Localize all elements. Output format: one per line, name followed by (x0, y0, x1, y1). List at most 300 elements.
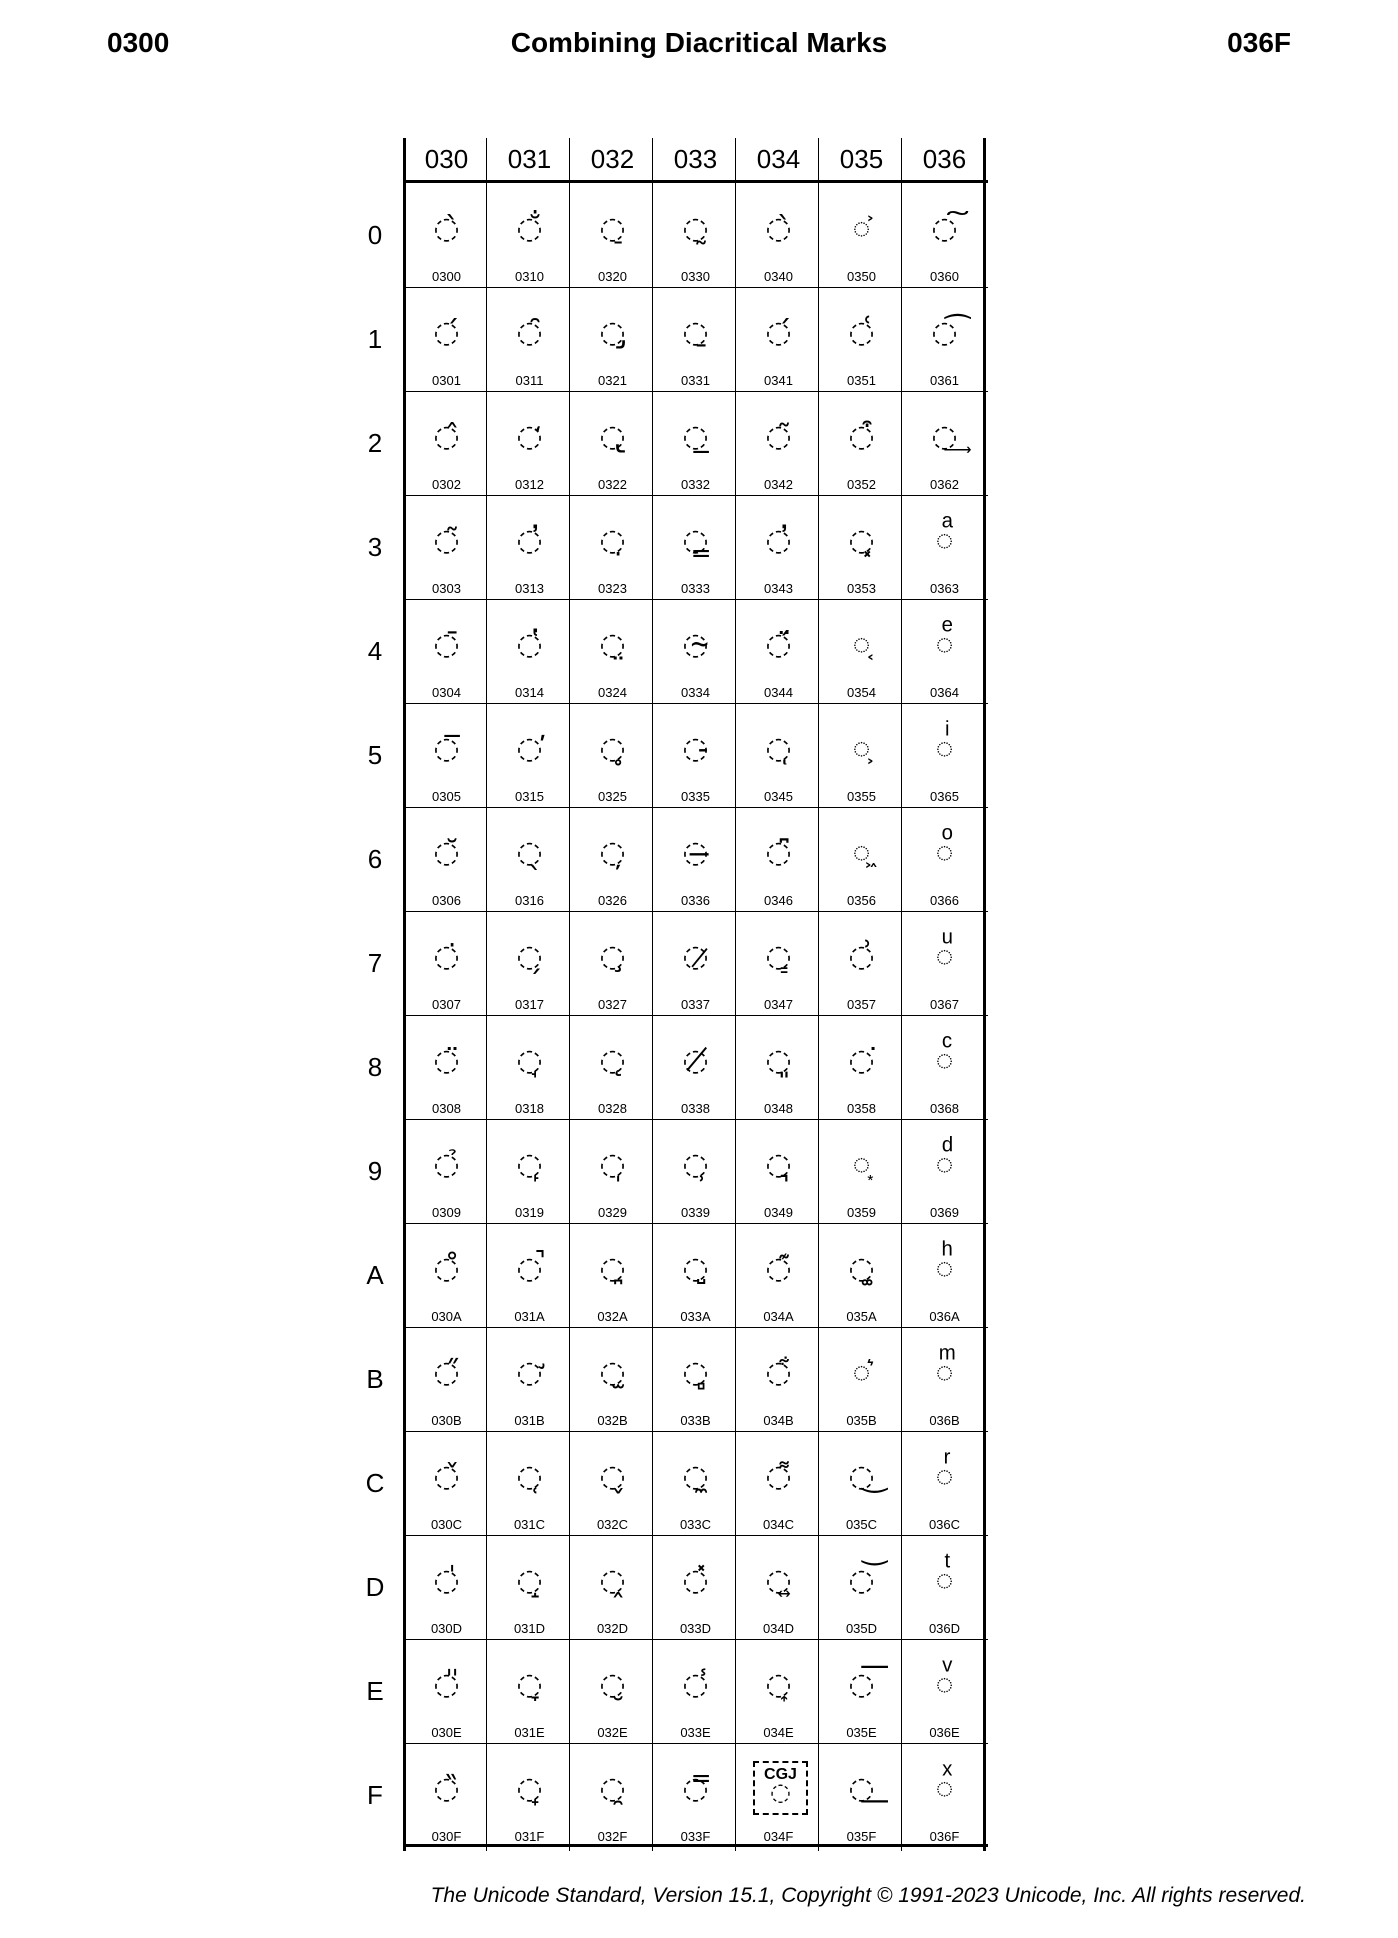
code-point-label: 0361 (930, 373, 959, 388)
combining-mark-glyph: ◌̊ (433, 1251, 460, 1286)
character-cell (654, 1327, 737, 1431)
character-cell (820, 287, 903, 391)
combining-mark-glyph: ◌͛ (852, 1355, 871, 1390)
combining-mark-glyph: ◌̩ (599, 1147, 626, 1182)
character-cell (405, 1327, 488, 1431)
combining-mark-glyph: ◌͎ (765, 1667, 792, 1702)
row-label: C (365, 1468, 385, 1498)
character-cell (903, 1743, 986, 1847)
character-cell (737, 391, 820, 495)
character-cell (820, 1015, 903, 1119)
code-point-label: 0322 (598, 477, 627, 492)
code-point-label: 035F (846, 1829, 877, 1844)
code-point-label: 0343 (764, 581, 793, 596)
character-cell (571, 1639, 654, 1743)
character-cell (654, 599, 737, 703)
code-point-label: 0317 (515, 997, 544, 1012)
code-point-label: 033E (680, 1725, 711, 1740)
code-point-label: 031A (514, 1309, 545, 1324)
code-point-label: 035D (845, 1621, 878, 1636)
code-point-label: 034D (762, 1621, 795, 1636)
combining-mark-glyph: ◌̾ (682, 1667, 709, 1702)
combining-mark-glyph: ◌̓ (516, 523, 543, 558)
combining-mark-glyph: ◌̏ (433, 1771, 460, 1806)
character-cell (488, 599, 571, 703)
code-point-label: 0332 (681, 477, 710, 492)
code-point-label: 030C (430, 1517, 463, 1532)
combining-mark-glyph: ◌̂ (433, 419, 460, 454)
code-point-label: 0306 (432, 893, 461, 908)
character-cell (488, 1535, 571, 1639)
code-point-label: 0337 (681, 997, 710, 1012)
character-cell (903, 391, 986, 495)
code-point-label: 0318 (515, 1101, 544, 1116)
row-label: 9 (367, 1156, 383, 1186)
combining-mark-glyph: ◌͕ (852, 731, 871, 766)
character-cell (405, 1119, 488, 1223)
code-point-label: 0347 (764, 997, 793, 1012)
row-label: 8 (367, 1052, 383, 1082)
row-label: 6 (367, 844, 383, 874)
character-cell (488, 495, 571, 599)
code-point-label: 033C (679, 1517, 712, 1532)
code-point-label: 0365 (930, 789, 959, 804)
code-point-label: 031D (513, 1621, 546, 1636)
column-header: 031 (507, 144, 552, 174)
code-point-label: 031C (513, 1517, 546, 1532)
combining-mark-glyph: ◌̈ (433, 1043, 460, 1078)
combining-mark-glyph: ◌̯ (599, 1771, 626, 1806)
character-cell (820, 495, 903, 599)
code-point-label: 0320 (598, 269, 627, 284)
character-cell (488, 391, 571, 495)
code-point-label: 0338 (681, 1101, 710, 1116)
code-point-label: 0368 (930, 1101, 959, 1116)
row-label: 0 (367, 220, 383, 250)
combining-mark-glyph: ◌̼ (682, 1459, 709, 1494)
combining-mark-glyph: ◌̛ (516, 1355, 543, 1390)
character-cell (488, 703, 571, 807)
combining-mark-glyph: ◌̚ (516, 1251, 543, 1286)
combining-mark-glyph: ◌ͩ (935, 1147, 954, 1182)
combining-mark-glyph: ◌̸ (682, 1043, 709, 1078)
combining-mark-glyph: ◌̍ (433, 1563, 460, 1598)
row-label: 2 (367, 428, 383, 458)
code-point-label: 033B (680, 1413, 711, 1428)
combining-mark-glyph: ◌̐ (516, 211, 543, 246)
combining-mark-glyph: ◌͆ (765, 835, 792, 870)
combining-mark-glyph: ◌ͥ (935, 731, 954, 766)
combining-mark-glyph: ◌͈ (765, 1043, 792, 1078)
character-cell (737, 1431, 820, 1535)
character-cell (405, 911, 488, 1015)
combining-mark-glyph: ◌̓ (765, 523, 792, 558)
combining-mark-glyph: ◌́ (433, 315, 460, 350)
code-point-label: 030E (431, 1725, 462, 1740)
combining-mark-glyph: ◌̻ (682, 1355, 709, 1390)
character-cell (820, 1743, 903, 1847)
character-cell (903, 287, 986, 391)
character-cell (488, 1223, 571, 1327)
code-point-label: 032B (597, 1413, 628, 1428)
row-label: A (366, 1260, 384, 1290)
column-header: 030 (424, 144, 469, 174)
combining-mark-glyph: ◌ͨ (935, 1043, 954, 1078)
character-cell (903, 911, 986, 1015)
code-point-label: 0310 (515, 269, 544, 284)
code-point-label: 032D (596, 1621, 629, 1636)
combining-mark-glyph: ◌ͅ (765, 731, 792, 766)
combining-mark-glyph: ◌̦ (599, 835, 626, 870)
code-point-label: 034F (763, 1829, 794, 1844)
code-point-label: 0300 (432, 269, 461, 284)
character-cell (737, 703, 820, 807)
code-point-label: 034A (763, 1309, 794, 1324)
combining-mark-glyph: ◌̉ (433, 1147, 460, 1182)
code-point-label: 032C (596, 1517, 629, 1532)
character-cell (571, 1223, 654, 1327)
character-cell (820, 1223, 903, 1327)
code-point-label: 0367 (930, 997, 959, 1012)
combining-mark-glyph: ◌ͬ (935, 1459, 954, 1494)
character-cell (654, 1015, 737, 1119)
character-cell (571, 599, 654, 703)
code-point-label: 032A (597, 1309, 628, 1324)
row-label: F (367, 1780, 383, 1810)
row-label: E (366, 1676, 384, 1706)
combining-mark-glyph: ◌̈́ (765, 627, 792, 662)
combining-mark-glyph: ◌͑ (848, 315, 875, 350)
code-point-label: 0335 (681, 789, 710, 804)
character-cell (820, 183, 903, 287)
code-point-label: 0369 (930, 1205, 959, 1220)
combining-mark-glyph: ◌͉ (765, 1147, 792, 1182)
combining-mark-glyph: ◌̝ (516, 1563, 543, 1598)
cgj-dashed-box (753, 1761, 808, 1815)
character-cell (571, 807, 654, 911)
code-point-label: 0358 (847, 1101, 876, 1116)
combining-mark-glyph: ◌͔ (852, 627, 871, 662)
character-cell (820, 1327, 903, 1431)
character-cell (488, 911, 571, 1015)
code-point-label: 036B (929, 1413, 960, 1428)
character-cell (820, 1431, 903, 1535)
row-label: 7 (367, 948, 383, 978)
character-cell (571, 1015, 654, 1119)
code-point-label: 034E (763, 1725, 794, 1740)
code-point-label: 0321 (598, 373, 627, 388)
combining-mark-glyph: ◌̴ (682, 627, 709, 662)
combining-mark-glyph: ◌̙ (516, 1147, 543, 1182)
code-point-label: 0339 (681, 1205, 710, 1220)
character-cell (571, 1327, 654, 1431)
code-point-label: 035C (845, 1517, 878, 1532)
combining-mark-glyph: ◌̲ (682, 419, 709, 454)
character-cell (737, 807, 820, 911)
character-cell (737, 287, 820, 391)
combining-mark-glyph: ◌ͯ (935, 1771, 954, 1806)
combining-mark-glyph: ◌ͭ (935, 1563, 954, 1598)
row-label: 1 (367, 324, 383, 354)
combining-mark-glyph: ◌̔ (516, 627, 543, 662)
code-point-label: 0354 (847, 685, 876, 700)
combining-mark-glyph: ◌͞ (848, 1667, 875, 1702)
character-cell (903, 183, 986, 287)
character-cell (488, 1431, 571, 1535)
combining-mark-glyph: ◌̒ (516, 419, 543, 454)
combining-mark-glyph: ◌͢ (931, 419, 958, 454)
code-point-label: 0327 (598, 997, 627, 1012)
code-point-label: 030F (431, 1829, 462, 1844)
code-point-label: 0359 (847, 1205, 876, 1220)
combining-mark-glyph: ◌́ (765, 315, 792, 350)
combining-mark-glyph: ◌ͦ (935, 835, 954, 870)
combining-mark-glyph: ◌̘ (516, 1043, 543, 1078)
combining-mark-glyph: ◌̅ (433, 731, 460, 766)
code-point-label: 0307 (432, 997, 461, 1012)
combining-mark-glyph: ◌͒ (848, 419, 875, 454)
combining-mark-glyph: ◌͊ (765, 1251, 792, 1286)
code-point-label: 033D (679, 1621, 712, 1636)
code-point-label: 0349 (764, 1205, 793, 1220)
code-point-label: 0309 (432, 1205, 461, 1220)
code-point-label: 0353 (847, 581, 876, 596)
character-cell (737, 599, 820, 703)
code-point-label: 033A (680, 1309, 711, 1324)
character-cell (903, 1431, 986, 1535)
code-point-label: 0356 (847, 893, 876, 908)
character-cell (571, 287, 654, 391)
character-cell (405, 1223, 488, 1327)
combining-mark-glyph: ◌̰ (682, 211, 709, 246)
code-point-label: 0346 (764, 893, 793, 908)
character-cell (820, 1535, 903, 1639)
column-header: 033 (673, 144, 718, 174)
combining-mark-glyph: ◌̑ (516, 315, 543, 350)
character-cell (571, 1431, 654, 1535)
code-point-label: 036C (928, 1517, 961, 1532)
combining-mark-glyph: ◌̬ (599, 1459, 626, 1494)
combining-mark-glyph: ◌̵ (682, 731, 709, 766)
character-cell (737, 1223, 820, 1327)
character-cell (405, 807, 488, 911)
combining-mark-glyph: ◌͟ (848, 1771, 875, 1806)
character-cell (654, 287, 737, 391)
code-point-label: 0325 (598, 789, 627, 804)
combining-mark-glyph: ◌͡ (931, 315, 958, 350)
combining-mark-glyph: ◌͓ (848, 523, 875, 558)
code-point-label: 0360 (930, 269, 959, 284)
character-cell (405, 1535, 488, 1639)
code-point-label: 0314 (515, 685, 544, 700)
code-point-label: 0344 (764, 685, 793, 700)
character-cell (737, 1119, 820, 1223)
character-cell (654, 1743, 737, 1847)
code-point-label: 0316 (515, 893, 544, 908)
character-cell (737, 1327, 820, 1431)
code-point-label: 036D (928, 1621, 961, 1636)
character-cell (571, 1743, 654, 1847)
code-point-label: 036E (929, 1725, 960, 1740)
combining-mark-glyph: ◌͗ (848, 939, 875, 974)
code-point-label: 0334 (681, 685, 710, 700)
character-cell (903, 1327, 986, 1431)
combining-mark-glyph: ◌͂ (765, 419, 792, 454)
code-point-label: 0342 (764, 477, 793, 492)
combining-mark-glyph: ◌͍ (765, 1563, 792, 1598)
combining-mark-glyph: ◌̳ (682, 523, 709, 558)
column-header: 036 (922, 144, 967, 174)
combining-mark-glyph: ◌̟ (516, 1771, 543, 1806)
code-point-label: 0351 (847, 373, 876, 388)
page-title: Combining Diacritical Marks (510, 27, 888, 58)
combining-mark-glyph: ◌̡ (599, 315, 626, 350)
combining-mark-glyph: ◌͠ (931, 211, 958, 246)
character-cell (903, 703, 986, 807)
combining-mark-glyph: ◌̮ (599, 1667, 626, 1702)
character-cell (737, 1015, 820, 1119)
code-point-label: 0333 (681, 581, 710, 596)
code-point-label: 034C (762, 1517, 795, 1532)
character-cell (654, 183, 737, 287)
row-label: B (366, 1364, 384, 1394)
combining-mark-glyph: ◌ͪ (935, 1251, 954, 1286)
character-cell (405, 1639, 488, 1743)
combining-mark-glyph: ◌̭ (599, 1563, 626, 1598)
character-cell (654, 391, 737, 495)
combining-mark-glyph: ◌ͣ (935, 523, 954, 558)
combining-mark-glyph: ◌̱ (682, 315, 709, 350)
code-point-label: 035B (846, 1413, 877, 1428)
character-cell (737, 1639, 820, 1743)
character-cell (654, 1119, 737, 1223)
combining-mark-glyph: ◌͜ (848, 1459, 875, 1494)
code-point-label: 0315 (515, 789, 544, 804)
combining-mark-glyph: ◌̀ (765, 211, 792, 246)
code-point-label: 0362 (930, 477, 959, 492)
code-point-label: 032F (597, 1829, 628, 1844)
code-point-label: 030B (431, 1413, 462, 1428)
character-cell (820, 807, 903, 911)
code-point-label: 031F (514, 1829, 545, 1844)
column-header: 032 (590, 144, 635, 174)
character-cell (737, 911, 820, 1015)
combining-mark-glyph: ◌̀ (433, 211, 460, 246)
combining-mark-glyph: ◌̜ (516, 1459, 543, 1494)
character-cell (405, 599, 488, 703)
code-point-label: 0330 (681, 269, 710, 284)
character-cell (903, 1119, 986, 1223)
code-point-label: 0312 (515, 477, 544, 492)
code-point-label: 0304 (432, 685, 461, 700)
code-point-label: 031E (514, 1725, 545, 1740)
character-cell (654, 1639, 737, 1743)
code-point-label: 0345 (764, 789, 793, 804)
combining-mark-glyph: ◌͘ (848, 1043, 875, 1078)
character-cell (488, 1639, 571, 1743)
combining-mark-glyph: ◌͇ (765, 939, 792, 974)
character-cell (488, 287, 571, 391)
code-point-label: 0326 (598, 893, 627, 908)
code-point-label: 0363 (930, 581, 959, 596)
character-cell (405, 703, 488, 807)
code-point-label: 035E (846, 1725, 877, 1740)
combining-mark-glyph: ◌͙ (852, 1147, 871, 1182)
code-point-label: 030D (430, 1621, 463, 1636)
code-point-label: 0328 (598, 1101, 627, 1116)
combining-mark-glyph: ◌̌ (433, 1459, 460, 1494)
code-point-label: 0364 (930, 685, 959, 700)
cgj-label: CGJ (764, 1766, 797, 1783)
combining-mark-glyph: ◌̗ (516, 939, 543, 974)
combining-mark-glyph: ◌̥ (599, 731, 626, 766)
code-point-label: 030A (431, 1309, 462, 1324)
combining-mark-glyph: ◌̨ (599, 1043, 626, 1078)
character-cell (488, 1119, 571, 1223)
combining-mark-glyph: ◌ͧ (935, 939, 954, 974)
character-cell (654, 495, 737, 599)
code-point-label: 036F (929, 1829, 960, 1844)
combining-mark-glyph: ◌̧ (599, 939, 626, 974)
character-cell (820, 391, 903, 495)
character-cell (405, 1743, 488, 1847)
code-point-label: 0313 (515, 581, 544, 596)
character-cell (737, 495, 820, 599)
character-cell (488, 1743, 571, 1847)
combining-mark-glyph: ◌ͮ (935, 1667, 954, 1702)
character-cell (737, 183, 820, 287)
code-point-label: 0348 (764, 1101, 793, 1116)
character-cell (571, 495, 654, 599)
character-cell (737, 1743, 820, 1847)
code-point-label: 0341 (764, 373, 793, 388)
code-point-label: 0308 (432, 1101, 461, 1116)
code-point-label: 033F (680, 1829, 711, 1844)
character-cell (820, 1119, 903, 1223)
code-point-label: 0305 (432, 789, 461, 804)
character-cell (654, 1431, 737, 1535)
character-cell (571, 1535, 654, 1639)
character-cell (903, 1223, 986, 1327)
combining-mark-glyph: ◌̷ (682, 939, 709, 974)
code-point-label: 0340 (764, 269, 793, 284)
character-cell (405, 1431, 488, 1535)
combining-mark-glyph: ◌̋ (433, 1355, 460, 1390)
code-point-label: 0323 (598, 581, 627, 596)
code-point-label: 034B (763, 1413, 794, 1428)
code-point-label: 031B (514, 1413, 545, 1428)
code-point-label: 032E (597, 1725, 628, 1740)
character-cell (737, 1535, 820, 1639)
row-label: D (365, 1572, 385, 1602)
row-label: 4 (367, 636, 383, 666)
combining-mark-glyph: ◌̞ (516, 1667, 543, 1702)
combining-mark-glyph: ◌͋ (765, 1355, 792, 1390)
combining-mark-glyph: ◌͝ (848, 1563, 875, 1598)
range-end-label: 036F (1227, 27, 1291, 58)
code-point-label: 035A (846, 1309, 877, 1324)
combining-mark-glyph: ◌̿ (682, 1771, 709, 1806)
code-point-label: 036A (929, 1309, 960, 1324)
combining-mark-glyph: ◌̫ (599, 1355, 626, 1390)
character-cell (571, 703, 654, 807)
combining-mark-glyph: ◌̹ (682, 1147, 709, 1182)
combining-mark-glyph: ◌ͤ (935, 627, 954, 662)
combining-mark-glyph: ◌̖ (516, 835, 543, 870)
character-cell (488, 1327, 571, 1431)
character-cell (903, 807, 986, 911)
range-start-label: 0300 (107, 27, 170, 58)
